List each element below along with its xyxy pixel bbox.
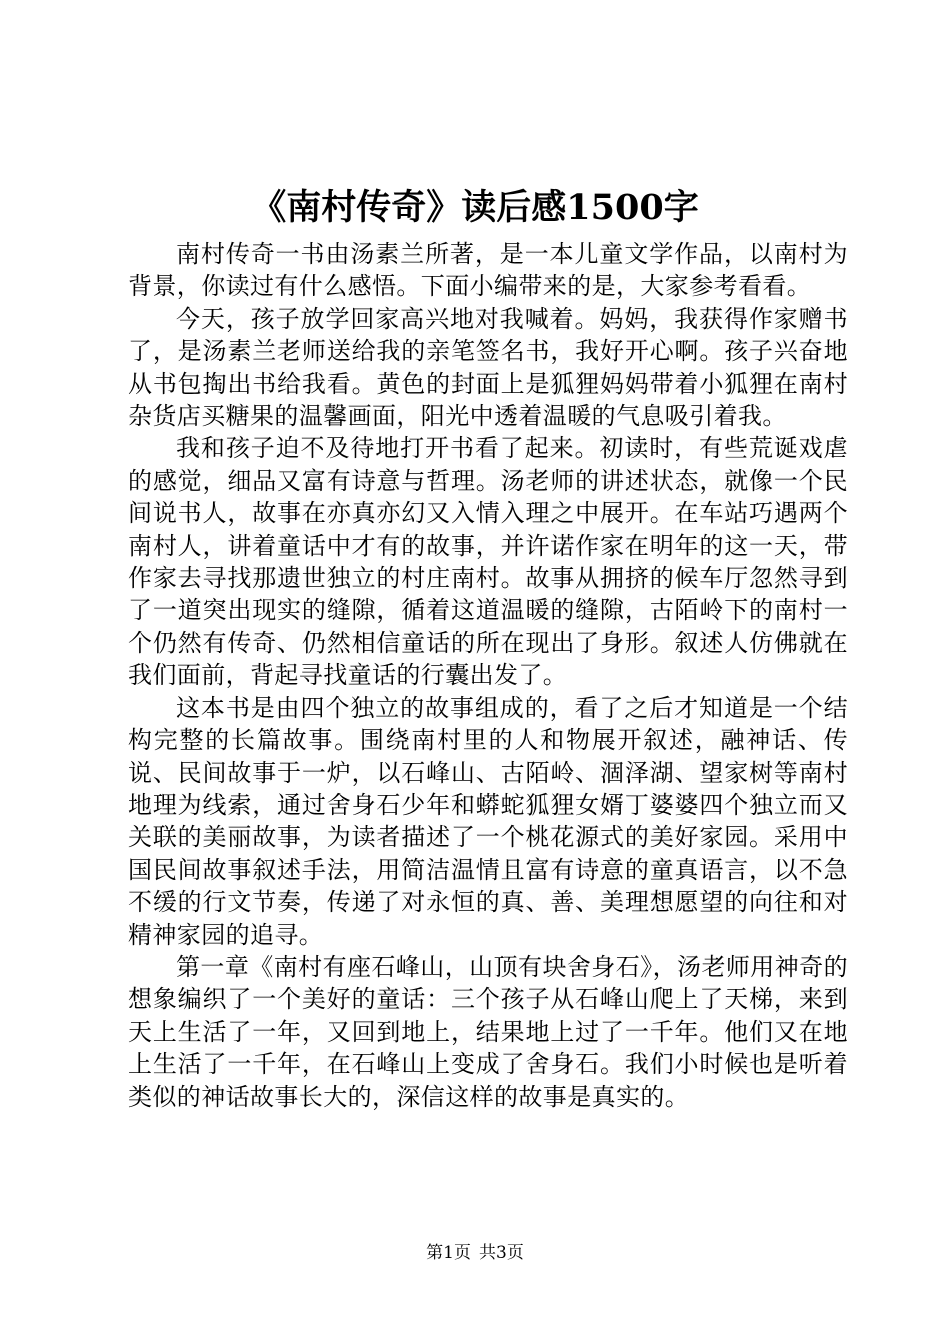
page-total: 共3页: [479, 1243, 524, 1263]
paragraph: 南村传奇一书由汤素兰所著，是一本儿童文学作品，以南村为背景，你读过有什么感悟。下面小编带来的是，大家参考看看。: [128, 240, 848, 301]
page-footer: [0, 1241, 950, 1265]
page-number: 第1页: [426, 1243, 471, 1263]
paragraph: 这本书是由四个独立的故事组成的，看了之后才知道是一个结构完整的长篇故事。围绕南村里的人和物展开叙述，融神话、传说、民间故事于一炉，以石峰山、古陌岭、涸泽湖、望家树等南村地理为线索，通过舍身石少年和蟒蛇狐狸女婿丁婆婆四个独立而又关联的美丽故事，为读者描述了一个桃花源式的美好家园。采用中国民间故事叙述手法，用简洁温情且富有诗意的童真语言，以不急不缓的行文节奏，传递了对永恒的真、善、美理想愿望的向往和对精神家园的追寻。: [128, 693, 848, 949]
document-body: [128, 238, 848, 1113]
paragraph: 我和孩子迫不及待地打开书看了起来。初读时，有些荒诞戏虐的感觉，细品又富有诗意与哲理。汤老师的讲述状态，就像一个民间说书人，故事在亦真亦幻又入情入理之中展开。在车站巧遇两个南村人，讲着童话中才有的故事，并许诺作家在明年的这一天，带作家去寻找那遗世独立的村庄南村。故事从拥挤的候车厅忽然寻到了一道突出现实的缝隙，循着这道温暖的缝隙，古陌岭下的南村一个仍然有传奇、仍然相信童话的所在现出了身形。叙述人仿佛就在我们面前，背起寻找童话的行囊出发了。: [128, 434, 848, 690]
paragraph: 第一章《南村有座石峰山，山顶有块舍身石》，汤老师用神奇的想象编织了一个美好的童话：三个孩子从石峰山爬上了天梯，来到天上生活了一年，又回到地上，结果地上过了一千年。他们又在地上生活了一千年，在石峰山上变成了舍身石。我们小时候也是听着类似的神话故事长大的，深信这样的故事是真实的。: [128, 952, 848, 1111]
paragraph: 今天，孩子放学回家高兴地对我喊着。妈妈，我获得作家赠书了，是汤素兰老师送给我的亲笔签名书，我好开心啊。孩子兴奋地从书包掏出书给我看。黄色的封面上是狐狸妈妈带着小狐狸在南村杂货店买糖果的温馨画面，阳光中透着温暖的气息吸引着我。: [128, 304, 848, 431]
document-title: 《南村传奇》读后感1500字: [251, 187, 699, 228]
